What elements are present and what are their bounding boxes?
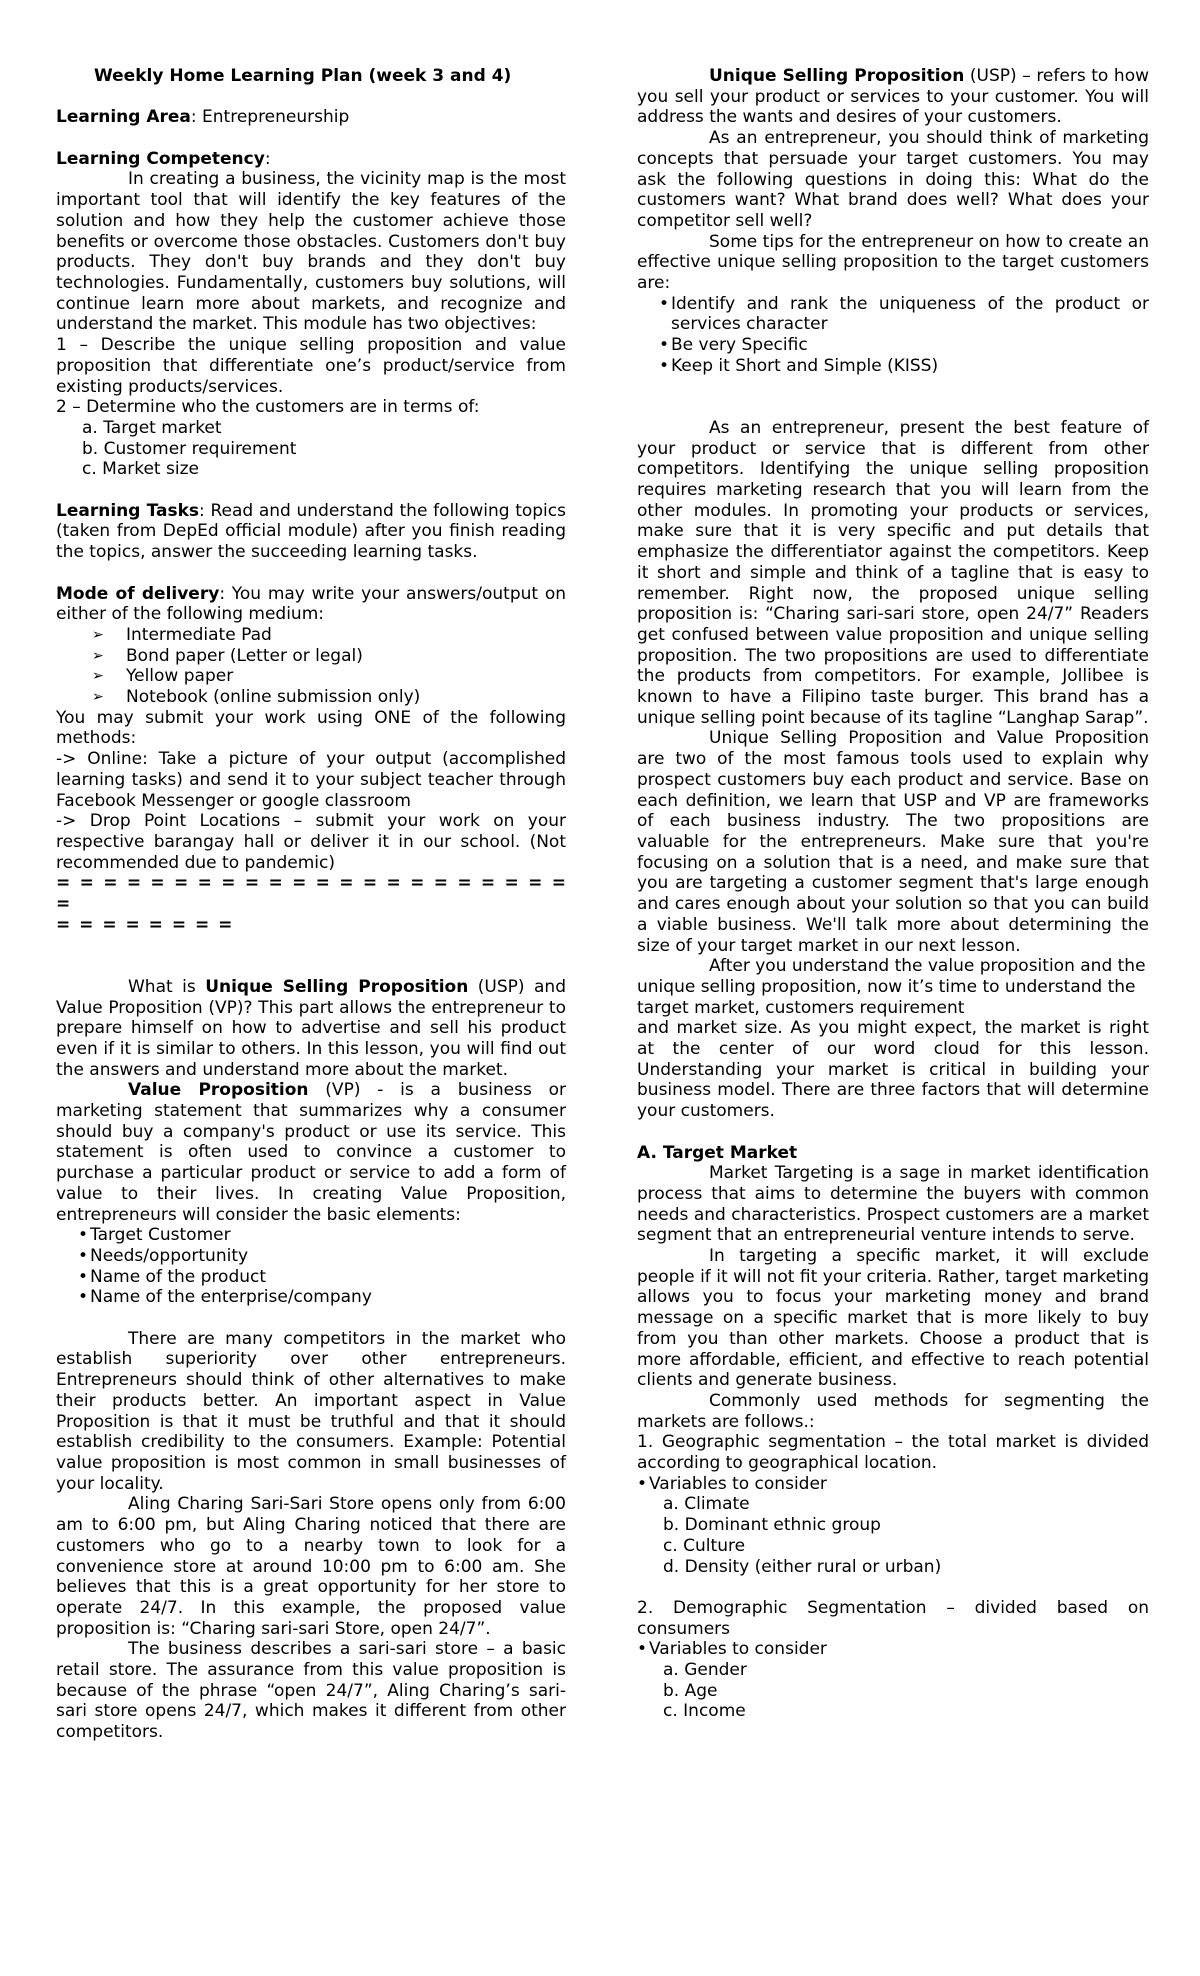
list-item: • Be very Specific — [659, 335, 1149, 356]
after-paragraph-continued: and market size. As you might expect, the market is right at the center of our word cloud for this lesson. Understanding your market is critical in building your business model. There are three factors that will determine your customers. — [637, 1018, 1149, 1122]
list-item: • Name of the enterprise/company — [78, 1287, 566, 1308]
media-list — [56, 625, 566, 708]
mode-of-delivery: Mode of delivery: You may write your answers/output on either of the following medium: — [56, 583, 566, 625]
right-column — [637, 66, 1149, 1722]
objective-sub-list — [56, 418, 566, 480]
business-paragraph: The business describes a sari-sari store – a basic retail store. The assurance from this value proposition is because of the phrase “open 24/7”, Aling Charing’s sari-sari store opens 24/7, which makes it different from other competitors. — [56, 1639, 566, 1743]
list-item: c. Income — [663, 1701, 746, 1722]
list-item: b. Customer requirement — [82, 438, 297, 459]
list-item: a. Target market — [82, 417, 222, 438]
entrepreneur-paragraph: As an entrepreneur, you should think of marketing concepts that persuade your target customers. You may ask the following questions in doing this: What do the customers want? What brand does well? What does your competitor sell well? — [637, 128, 1149, 231]
competency-paragraph: In creating a business, the vicinity map is the most important tool that will identify the key features of the solution and how they help the customer achieve those benefits or overcome those obstacles. Customers don't buy products. They don't buy brands and they don't buy technologies. Fundamentally, customers buy solutions, will continue learn more about markets, and recognize and understand the market. This module has two objectives: — [56, 169, 566, 335]
learning-tasks: Learning Tasks: Read and understand the following topics (taken from DepEd official module) after you finish reading the topics, answer the succeeding learning tasks. — [56, 500, 566, 563]
list-item: ➢ Notebook (online submission only) — [92, 687, 566, 708]
tips-intro: Some tips for the entrepreneur on how to create an effective unique selling proposition to the target customers are: — [637, 231, 1149, 294]
target-market-p2: In targeting a specific market, it will exclude people if it will not fit your criteria. Rather, target marketing allows you to focus your marketing money and brand message on a specific market that is more likely to buy from you than other markets. Choose a product that is more affordable, efficient, and effective to reach potential clients and generate business. — [637, 1246, 1149, 1391]
demo-variables-list — [637, 1660, 1149, 1722]
list-item: a. Gender — [663, 1660, 747, 1681]
list-item: • Identify and rank the uniqueness of the product or services character — [659, 294, 1149, 335]
list-item: d. Density (either rural or urban) — [663, 1556, 942, 1577]
list-item: c. Culture — [663, 1535, 746, 1556]
separator: = = = = = = = = — [56, 914, 233, 935]
separator: = = = = = = = = = = = = = = = = = = = = = = = — [56, 873, 566, 915]
usp-paragraph: Unique Selling Proposition (USP) – refers to how you sell your product or services to your customer. You will address the wants and desires of your customers. — [637, 66, 1149, 128]
aling-charing-paragraph: Aling Charing Sari-Sari Store opens only from 6:00 am to 6:00 pm, but Aling Charing noticed that there are customers who go to a nearby town to look for a convenience store at around 10:00 pm to 6:00 am. She believes that this is a great opportunity for her store to operate 24/7. In this example, the proposed value proposition is: “Charing sari-sari Store, open 24/7”. — [56, 1494, 566, 1639]
submit-text: You may submit your work using ONE of the following methods: — [56, 707, 566, 749]
best-feature-paragraph: As an entrepreneur, present the best feature of your product or service that is different from other competitors. Identifying the unique selling proposition requires marketing research that you will learn from the other modules. In promoting your products or services, make sure that it is very specific and put details that emphasize the differentiator against the competitors. Keep it short and simple and think of a tagline that is easy to remember. Right now, the proposed unique selling proposition is: “Charing sari-sari store, open 24/7” Readers get confused between value proposition and unique selling proposition. The two propositions are used to differentiate the products from competitors. For example, Jollibee is known to have a Filipino taste burger. This brand has a unique selling point because of its tagline “Langhap Sarap”. — [637, 417, 1149, 728]
geo-variables-list — [637, 1494, 1149, 1577]
list-item: • Name of the product — [78, 1267, 566, 1288]
online-method: -> Online: Take a picture of your output (accomplished learning tasks) and send it to your subject teacher through Facebook Messenger or google classroom — [56, 749, 566, 811]
vp-elements-list — [56, 1225, 566, 1308]
usp-vp-paragraph: Unique Selling Proposition and Value Proposition are two of the most famous tools used to explain why prospect customers buy each product and service. Base on each definition, we learn that USP and VP are frameworks of each business industry. The two propositions are valuable for the entrepreneurs. Make sure that you're focusing on a solution that is a need, and make sure that you are targeting a customer segment that's large enough and cares enough about your solution so that you can build a viable business. We'll talk more about determining the size of your target market in our next lesson. — [637, 728, 1149, 956]
list-item: • Keep it Short and Simple (KISS) — [659, 356, 1149, 377]
demographic-segmentation: 2. Demographic Segmentation – divided based on consumers — [637, 1597, 1149, 1639]
objective-2: 2 – Determine who the customers are in terms of: — [56, 397, 480, 418]
target-market-p3: Commonly used methods for segmenting the markets are follows.: — [637, 1390, 1149, 1432]
value-proposition-paragraph: Value Proposition (VP) - is a business or marketing statement that summarizes why a consumer should buy a company's product or use its service. This statement is often used to convince a customer to purchase a particular product or service to add a form of value to their lives. In creating Value Proposition, entrepreneurs will consider the basic elements: — [56, 1080, 566, 1225]
learning-competency-heading: Learning Competency: — [56, 148, 271, 169]
after-paragraph-line: After you understand the value proposition and the unique selling proposition, now it’s time to understand the target market, customers requirement — [637, 956, 1146, 1018]
list-item: • Target Customer — [78, 1225, 566, 1246]
list-item: c. Market size — [82, 459, 199, 480]
objective-1: 1 – Describe the unique selling proposition and value proposition that differentiate one’s product/service from existing products/services. — [56, 335, 566, 397]
drop-method: -> Drop Point Locations – submit your work on your respective barangay hall or deliver it in our school. (Not recommended due to pandemic) — [56, 811, 566, 873]
list-item: b. Age — [663, 1680, 718, 1701]
variables-label: • Variables to consider — [637, 1473, 827, 1494]
learning-area: Learning Area: Entrepreneurship — [56, 107, 350, 128]
geographic-segmentation: 1. Geographic segmentation – the total market is divided according to geographical location. — [637, 1432, 1149, 1474]
target-market-p1: Market Targeting is a sage in market identification process that aims to determine the buyers with common needs and characteristics. Prospect customers are a market segment that an entrepreneurial venture intends to serve. — [637, 1163, 1149, 1246]
list-item: b. Dominant ethnic group — [663, 1515, 881, 1536]
list-item: • Needs/opportunity — [78, 1246, 566, 1267]
list-item: a. Climate — [663, 1494, 750, 1515]
variables-label: • Variables to consider — [637, 1639, 827, 1660]
list-item: ➢ Bond paper (Letter or legal) — [92, 646, 566, 667]
tips-list — [637, 294, 1149, 377]
page-title: Weekly Home Learning Plan (week 3 and 4) — [94, 66, 512, 86]
left-column — [56, 66, 566, 1743]
target-market-heading: A. Target Market — [637, 1142, 798, 1163]
competitors-paragraph: There are many competitors in the market who establish superiority over other entrepreneurs. Entrepreneurs should think of other alternatives to make their products better. An important aspect in Value Proposition is that it must be truthful and that it should establish credibility to the consumers. Example: Potential value proposition is most common in small businesses of your locality. — [56, 1328, 566, 1494]
list-item: ➢ Yellow paper — [92, 666, 566, 687]
list-item: ➢ Intermediate Pad — [92, 625, 566, 646]
intro-paragraph: What is Unique Selling Proposition (USP) and Value Proposition (VP)? This part allows the entrepreneur to prepare himself on how to advertise and sell his product even if it is similar to others. In this lesson, you will find out the answers and understand more about the market. — [56, 976, 566, 1080]
